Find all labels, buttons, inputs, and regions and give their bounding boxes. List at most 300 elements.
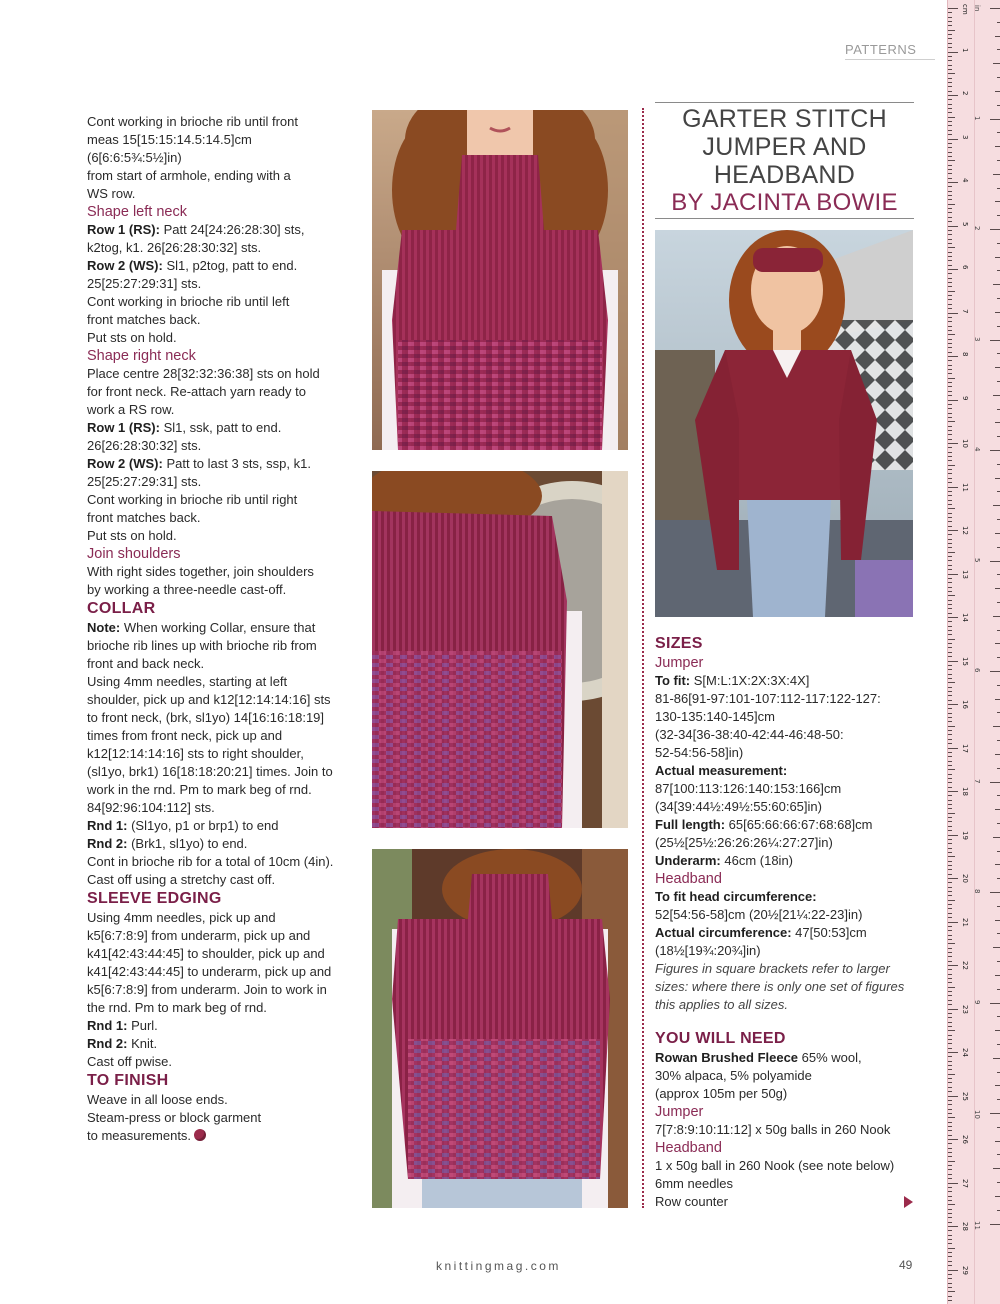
ruler-tick [948,1239,952,1240]
you-will-need-heading: YOU WILL NEED [655,1030,786,1047]
text-line: Weave in all loose ends. [87,1092,228,1107]
ruler-cm-label: 12 [961,526,969,535]
ruler-tick [948,356,958,357]
ruler-tick [948,574,958,575]
ruler-tick [990,340,1000,341]
ruler-tick [995,1085,1000,1086]
text-line: the rnd. Pm to mark beg of rnd. [87,1000,267,1015]
intro-line: meas 15[15:15:14.5:14.5]cm (6[6:6:5¾:5½]in) [87,132,252,165]
pattern-title [655,102,914,219]
ruler-tick [948,1191,952,1192]
ruler-tick [948,891,952,892]
ruler-tick [948,504,952,505]
ruler-tick [995,864,1000,865]
ruler-tick [990,1224,1000,1225]
ruler-tick [948,1113,952,1114]
ruler-tick [948,1270,958,1271]
ruler-tick [948,65,952,66]
ruler-tick [993,1168,1000,1169]
ruler-tick [948,1156,952,1157]
ruler-cm-label: 6 [961,265,969,270]
ruler-tick [948,1135,952,1136]
ruler-tick [990,1113,1000,1114]
ruler-tick [948,130,952,131]
ruler-tick [948,317,952,318]
ruler-tick [948,752,952,753]
ruler-inch-label: 2 [973,226,981,231]
ruler-tick [948,60,952,61]
ruler-tick [948,500,952,501]
ruler-tick [948,730,952,731]
ruler-tick [948,952,952,953]
ruler-tick [948,700,952,701]
ruler-tick [995,1141,1000,1142]
ruler-tick [948,56,952,57]
ruler-tick [948,926,952,927]
ruler-tick [990,450,1000,451]
text-line: Put sts on hold. [87,330,177,345]
ruler-tick [948,1217,952,1218]
ruler-cm-label: 27 [961,1178,969,1188]
ruler-tick [948,78,952,79]
ruler-tick [948,391,952,392]
column-divider [642,108,644,1208]
ruler-tick [948,91,952,92]
ruler-tick [948,795,952,796]
text-line: front matches back. [87,510,201,525]
materials-line: Rowan Brushed Fleece 65% wool, [655,1050,862,1065]
ruler-tick [948,347,952,348]
text-line: work in the rnd. Pm to mark beg of rnd. [87,782,312,797]
ruler-tick [948,647,952,648]
ruler-tick [948,117,955,118]
ruler-tick [995,257,1000,258]
ruler-tick [948,869,952,870]
ruler-tick [948,908,952,909]
ruler-tick [948,830,952,831]
ruler-cm-label: 25 [961,1091,969,1101]
ruler-tick [948,269,958,270]
ruler-tick [948,426,952,427]
ruler-tick [948,30,955,31]
ruler-tick [995,91,1000,92]
text-line: Cont in brioche rib for a total of 10cm (4in). [87,854,334,869]
ruler-tick [948,343,952,344]
ruler-tick [948,1082,952,1083]
ruler-tick [948,1104,952,1105]
ruler-cm-label: 14 [961,613,969,622]
ruler-tick [995,975,1000,976]
ruler-tick [993,63,1000,64]
ruler-tick [948,508,955,509]
ruler-tick [948,821,952,822]
ruler-inch-label: 8 [973,889,981,894]
ruler-tick [948,687,952,688]
ruler-tick [948,52,958,53]
ruler-cm-label: 21 [961,917,969,927]
ruler-tick [948,413,952,414]
ruler-cm-label: 9 [961,395,969,400]
ruler-tick [948,1209,952,1210]
row-instruction: Row 2 (WS): Sl1, p2tog, patt to end. [87,258,298,273]
ruler-tick [948,1065,952,1066]
ruler-inch-label: 7 [973,778,981,783]
ruler-tick [948,1296,952,1297]
ruler-tick [948,587,952,588]
ruler-tick [948,1013,952,1014]
text-line: k5[6:7:8:9] from underarm. Join to work in [87,982,327,997]
ruler-tick [948,674,952,675]
ruler-cm-label: 23 [961,1004,969,1014]
ruler-tick [948,1126,952,1127]
ruler-tick [948,713,952,714]
ruler-tick [995,422,1000,423]
ruler-tick [948,874,952,875]
collar-heading: COLLAR [87,600,156,617]
ruler-tick [948,408,952,409]
ruler-tick [948,404,952,405]
ruler-tick [948,661,958,662]
ruler-tick [948,543,952,544]
text-line: shoulder, pick up and k12[12:14:14:16] sts [87,692,331,707]
text-line: Cont working in brioche rib until left [87,294,290,309]
ruler-tick [948,430,952,431]
ruler-tick [993,726,1000,727]
ruler-cm-label: 24 [961,1048,969,1057]
ruler-tick [948,1148,952,1149]
ruler-tick [993,174,1000,175]
ruler-tick [948,1222,952,1223]
ruler-inch-label: 5 [973,557,981,562]
ruler-tick [948,152,952,153]
text-line: to measurements. [87,1127,349,1145]
ruler-tick [995,809,1000,810]
ruler-tick [948,582,952,583]
ruler-tick [995,920,1000,921]
ruler-tick [948,1165,952,1166]
ruler-tick [995,699,1000,700]
text-line: (sl1yo, brk1) 16[18:18:20:21] times. Join to [87,764,333,779]
text-line: front matches back. [87,312,201,327]
ruler-cm-label: 1 [961,47,969,52]
ruler-tick [948,326,952,327]
ruler-tick [948,1169,952,1170]
ruler-tick [948,1022,952,1023]
ruler-tick [948,634,952,635]
ruler-tick [948,1052,958,1053]
ruler-tick [948,1278,952,1279]
ruler-tick [948,1161,955,1162]
ruler-cm-label: 5 [961,221,969,226]
ruler-tick [948,626,952,627]
ruler-tick [948,678,952,679]
intro-line: Cont working in brioche rib until front [87,114,298,129]
ruler-tick [948,313,958,314]
ruler-tick [948,417,952,418]
ruler-tick [948,1009,958,1010]
ruler-tick [948,478,952,479]
text-line: Place centre 28[32:32:36:38] sts on hold [87,366,320,381]
ruler-tick [948,195,952,196]
ruler [947,0,1000,1304]
spec-line: 52[54:56-58]cm (20½[21¼:22-23]in) [655,907,863,922]
ruler-inch-label: 1 [973,115,981,120]
yarn-ball-icon [194,1129,206,1141]
spec-line: 81-86[91-97:101-107:112-117:122-127: [655,691,881,706]
ruler-tick [948,1291,955,1292]
materials-line: 6mm needles [655,1176,734,1191]
join-shoulders-heading: Join shoulders [87,546,181,562]
page-number: 49 [899,1258,913,1272]
intro-line: from start of armhole, ending with a [87,168,291,183]
ruler-tick [948,1187,952,1188]
ruler-tick [948,1213,952,1214]
spec-line: (18½[19¾:20¾]in) [655,943,761,958]
ruler-tick [995,1196,1000,1197]
ruler-tick [948,21,952,22]
ruler-tick [948,595,955,596]
shape-right-neck-heading: Shape right neck [87,348,196,364]
text-line: Using 4mm needles, starting at left [87,674,288,689]
ruler-tick [948,487,958,488]
ruler-tick [948,373,952,374]
ruler-tick [948,965,958,966]
ruler-tick [948,1004,952,1005]
ruler-tick [948,913,952,914]
ruler-tick [948,800,952,801]
ruler-tick [948,256,952,257]
ruler-tick [948,34,952,35]
ruler-cm-label: 10 [961,439,969,448]
ruler-tick [993,947,1000,948]
ruler-tick [948,1139,958,1140]
text-line: k12[12:14:14:16] sts to right shoulder, [87,746,304,761]
ruler-tick [948,813,955,814]
ruler-tick [948,112,952,113]
ruler-tick [948,160,955,161]
intro-line: WS row. [87,186,136,201]
ruler-cm-label: 28 [961,1222,969,1231]
ruler-tick [948,778,952,779]
to-finish-heading: TO FINISH [87,1072,169,1089]
ruler-tick [995,312,1000,313]
ruler-tick [990,8,1000,9]
spec-line: 52-54:56-58]in) [655,745,744,760]
ruler-tick [995,36,1000,37]
ruler-tick [948,1261,952,1262]
ruler-tick [948,82,952,83]
ruler-tick [948,1200,952,1201]
ruler-tick [948,1143,952,1144]
ruler-tick [948,369,952,370]
ruler-tick [948,243,952,244]
footer-website: knittingmag.com [436,1259,561,1273]
spec-line: (34[39:44½:49½:55:60:65]in) [655,799,822,814]
ruler-tick [948,291,955,292]
ruler-tick [948,1252,952,1253]
ruler-tick [948,1039,952,1040]
ruler-tick [948,839,952,840]
text-line: k41[42:43:44:45] to underarm, pick up and [87,964,332,979]
row-instruction: Row 1 (RS): Patt 24[24:26:28:30] sts, [87,222,305,237]
ruler-tick [948,169,952,170]
materials-line: Row counter [655,1194,728,1209]
ruler-cm-label: 20 [961,874,969,883]
ruler-tick [948,156,952,157]
ruler-tick [948,1256,952,1257]
ruler-tick [990,892,1000,893]
ruler-tick [948,939,952,940]
ruler-tick [948,534,952,535]
ruler-tick [948,808,952,809]
section-label: PATTERNS [845,42,935,60]
ruler-tick [948,774,952,775]
text-line: Cast off using a stretchy cast off. [87,872,276,887]
ruler-tick [948,560,952,561]
ruler-tick [948,930,952,931]
ruler-tick [948,756,952,757]
ruler-tick [948,299,952,300]
ruler-tick [948,517,952,518]
text-line: k41[42:43:44:45] to shoulder, pick up and [87,946,325,961]
ruler-tick [948,804,952,805]
ruler-tick [948,547,952,548]
ruler-tick [948,1230,952,1231]
ruler-tick [948,743,952,744]
ruler-tick [948,395,952,396]
ruler-tick [948,443,958,444]
ruler-tick [948,47,952,48]
ruler-tick [948,165,952,166]
spec-line: Actual measurement: [655,763,788,778]
byline: BY JACINTA BOWIE [671,189,898,216]
note-line: front and back neck. [87,656,205,671]
ruler-inch-label: 3 [973,336,981,341]
spec-line: To fit: S[M:L:1X:2X:3X:4X] [655,673,810,688]
ruler-inch-label: 6 [973,668,981,673]
text-line: With right sides together, join shoulders [87,564,314,579]
ruler-cm-label: cm [961,4,969,15]
ruler-tick [948,43,952,44]
materials-line: (approx 105m per 50g) [655,1086,788,1101]
ruler-tick [948,286,952,287]
ruler-tick [948,748,958,749]
ruler-tick [948,604,952,605]
ruler-tick [948,1069,952,1070]
row-instruction: k2tog, k1. 26[26:28:30:32] sts. [87,240,262,255]
ruler-tick [948,978,952,979]
ruler-tick [948,1178,952,1179]
ruler-tick [948,186,952,187]
ruler-tick [948,630,952,631]
ruler-tick [948,1152,952,1153]
ruler-tick [948,1287,952,1288]
ruler-tick [948,865,952,866]
ruler-tick [993,837,1000,838]
ruler-cm-label: 15 [961,656,969,666]
need-jumper-subheading: Jumper [655,1104,704,1120]
ruler-tick [948,1000,952,1001]
ruler-tick [948,282,952,283]
text-line: to front neck, (brk, sl1yo) 14[16:16:18:19] [87,710,325,725]
photo-back-vest-full [372,849,628,1208]
ruler-tick [993,284,1000,285]
ruler-tick [948,73,955,74]
ruler-tick [990,1003,1000,1004]
ruler-inch-label: in [973,5,981,12]
text-line: Steam-press or block garment [87,1110,262,1125]
ruler-tick [948,191,952,192]
row-instruction: 25[25:27:29:31] sts. [87,276,202,291]
ruler-cm-label: 19 [961,830,969,840]
ruler-tick [948,591,952,592]
ruler-tick [948,521,952,522]
ruler-inch-label: 4 [973,447,981,452]
ruler-tick [948,17,952,18]
sleeve-edging-heading: SLEEVE EDGING [87,890,222,907]
ruler-tick [948,473,952,474]
ruler-cm-label: 26 [961,1135,969,1144]
ruler-inch-label: 10 [973,1110,981,1119]
ruler-tick [948,900,955,901]
ruler-tick [948,1226,958,1227]
ruler-tick [948,695,952,696]
ruler-tick [948,265,952,266]
ruler-tick [948,330,952,331]
ruler-tick [948,608,952,609]
ruler-tick [948,221,952,222]
ruler-tick [993,395,1000,396]
row-instruction: Row 1 (RS): Sl1, ssk, patt to end. [87,420,282,435]
ruler-tick [948,352,952,353]
note-line: brioche rib lines up with brioche rib from [87,638,317,653]
ruler-tick [948,708,952,709]
ruler-tick [948,95,958,96]
ruler-tick [948,721,952,722]
ruler-inch-label: 11 [973,1220,981,1230]
text-line: Cont working in brioche rib until right [87,492,298,507]
ruler-tick [948,987,955,988]
ruler-tick [948,1043,952,1044]
ruler-tick [948,843,952,844]
ruler-tick [948,234,952,235]
headband-subheading: Headband [655,871,722,887]
ruler-tick [990,671,1000,672]
spec-line: 87[100:113:126:140:153:166]cm [655,781,842,796]
ruler-tick [995,533,1000,534]
ruler-tick [948,495,952,496]
ruler-tick [948,691,952,692]
text-line: work a RS row. [87,402,175,417]
ruler-tick [948,469,952,470]
ruler-tick [948,1091,952,1092]
ruler-tick [990,782,1000,783]
rnd-instruction: Rnd 1: (Sl1yo, p1 or brp1) to end [87,818,279,833]
ruler-tick [948,8,958,9]
ruler-tick [948,1078,952,1079]
ruler-tick [948,887,952,888]
text-line: times from front neck, pick up and [87,728,283,743]
ruler-tick [948,482,952,483]
ruler-cm-label: 22 [961,961,969,970]
rnd-instruction: Rnd 1: Purl. [87,1018,158,1033]
ruler-cm-label: 3 [961,134,969,139]
jumper-subheading: Jumper [655,655,704,671]
ruler-tick [948,1204,955,1205]
ruler-tick [948,1035,952,1036]
note-line: Note: When working Collar, ensure that [87,620,316,635]
ruler-tick [948,173,952,174]
